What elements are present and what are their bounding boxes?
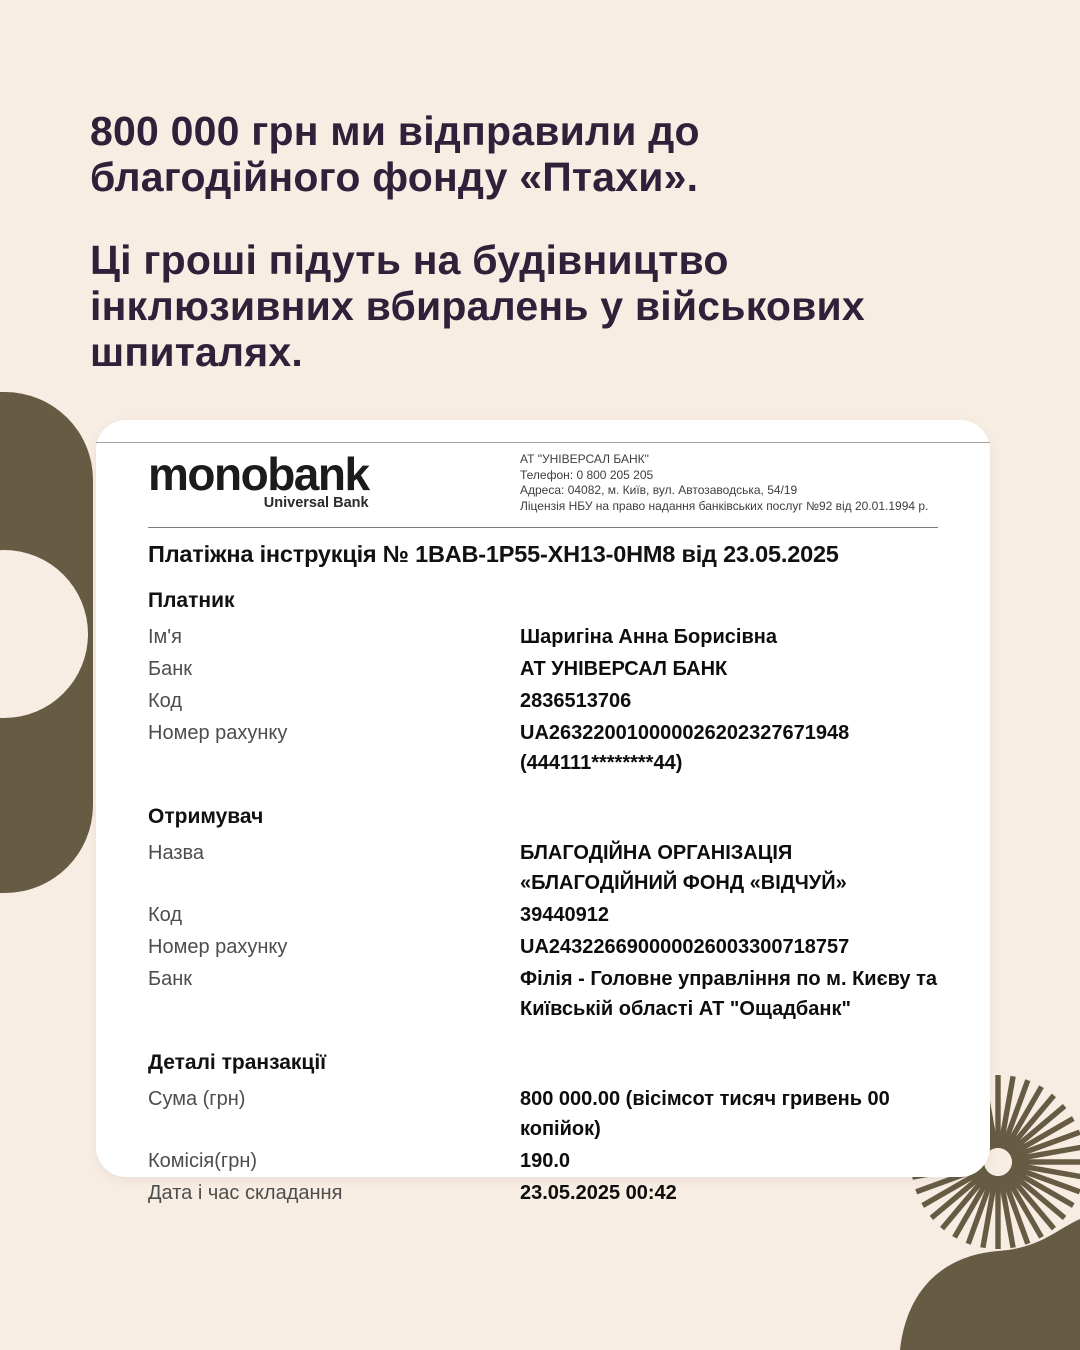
field-label: Ім'я — [148, 626, 182, 648]
left-pill-shape — [0, 392, 93, 893]
section-heading: Платник — [148, 589, 235, 612]
bank-info-phone: Телефон: 0 800 205 205 — [520, 467, 654, 482]
receipt-field-row — [148, 932, 938, 962]
receipt-field-row — [148, 686, 938, 716]
field-value: 800 000.00 (вісімсот тисяч гривень 00 копійок) — [520, 1088, 890, 1140]
field-label: Комісія(грн) — [148, 1150, 258, 1172]
receipt-field-row — [148, 1178, 938, 1208]
bank-info-address: Адреса: 04082, м. Київ, вул. Автозаводська, 54/19 — [520, 483, 798, 497]
bank-info-license: Ліцензія НБУ на право надання банківських послуг №92 від 20.01.1994 р. — [520, 498, 929, 513]
field-value: 190.0 — [520, 1150, 571, 1172]
field-value: БЛАГОДІЙНА ОРГАНІЗАЦІЯ «БЛАГОДІЙНИЙ ФОНД «ВІДЧУЙ» — [520, 842, 847, 894]
receipt-section — [148, 1051, 938, 1208]
bank-info-block — [520, 450, 928, 514]
receipt-top-hairline — [96, 442, 990, 443]
corner-wave-shape — [900, 1219, 1080, 1350]
receipt-field-row — [148, 900, 938, 930]
field-value: UA263220010000026202327671948 (444111********44) — [520, 722, 850, 774]
field-label: Номер рахунку — [148, 936, 288, 958]
headline-paragraph-2: Ці гроші підуть на будівництво інклюзивних вбиралень у військових шпиталях. — [90, 236, 865, 376]
payment-instruction-title: Платіжна інструкція № 1BAB-1P55-XH13-0HM8 від 23.05.2025 — [148, 541, 839, 567]
field-value: 39440912 — [520, 904, 609, 926]
field-label: Номер рахунку — [148, 722, 288, 744]
headline — [90, 108, 880, 376]
field-value: 2836513706 — [520, 690, 632, 712]
receipt-header — [148, 444, 938, 514]
field-label: Дата і час складання — [148, 1182, 343, 1204]
field-label: Банк — [148, 968, 193, 990]
section-heading: Отримувач — [148, 805, 264, 828]
headline-paragraph-1: 800 000 грн ми відправили до благодійного фонду «Птахи». — [90, 108, 700, 201]
bank-info-name: АТ "УНІВЕРСАЛ БАНК" — [520, 452, 649, 466]
receipt-section — [148, 589, 938, 778]
receipt-field-row — [148, 838, 938, 898]
receipt-section — [148, 805, 938, 1024]
field-label: Код — [148, 690, 183, 712]
logo-subbrand-text: Universal Bank — [263, 495, 369, 512]
monobank-logo — [148, 450, 520, 512]
receipt-sections — [148, 589, 938, 1208]
field-label: Сума (грн) — [148, 1088, 246, 1110]
field-value: UA243226690000026003300718757 — [520, 936, 850, 958]
receipt-field-row — [148, 1146, 938, 1176]
field-value: Шаригіна Анна Борисівна — [520, 626, 777, 648]
logo-brand-text: monobank — [148, 448, 369, 500]
receipt-card — [96, 420, 990, 1204]
field-label: Банк — [148, 658, 193, 680]
field-label: Код — [148, 904, 183, 926]
section-heading: Деталі транзакції — [148, 1051, 327, 1074]
receipt-field-row — [148, 964, 938, 1024]
receipt-field-row — [148, 654, 938, 684]
field-value: 23.05.2025 00:42 — [520, 1182, 677, 1204]
field-value: Філія - Головне управління по м. Києву та Київській області АТ "Ощадбанк" — [520, 968, 938, 1020]
receipt-field-row — [148, 1084, 938, 1144]
field-value: АТ УНІВЕРСАЛ БАНК — [520, 658, 728, 680]
receipt-field-row — [148, 622, 938, 652]
field-label: Назва — [148, 842, 205, 864]
receipt-field-row — [148, 718, 938, 778]
header-separator — [148, 527, 938, 528]
